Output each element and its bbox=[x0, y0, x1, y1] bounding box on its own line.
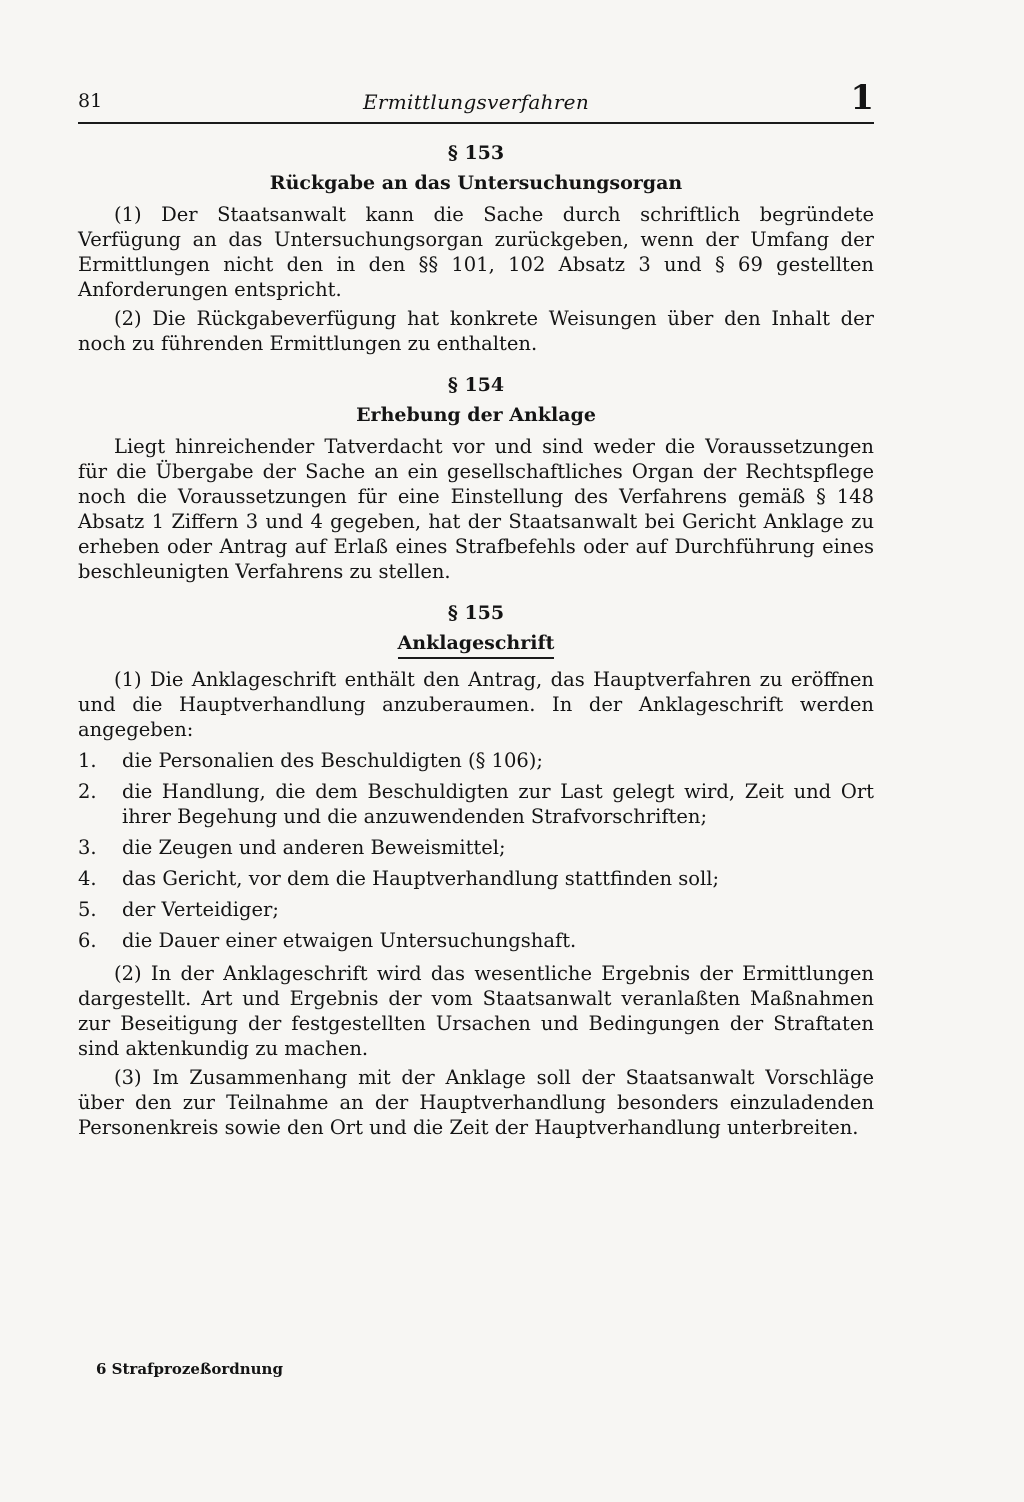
list-item-number: 2. bbox=[78, 780, 97, 803]
running-title: Ermittlungsverfahren bbox=[363, 90, 589, 114]
list-item-number: 5. bbox=[78, 898, 97, 921]
enumerated-list bbox=[78, 748, 874, 953]
list-item bbox=[78, 897, 874, 922]
list-item-text: der Verteidiger; bbox=[122, 898, 279, 921]
section-155 bbox=[78, 602, 874, 1140]
paragraph: (1) Der Staatsanwalt kann die Sache durch schriftlich begründete Verfügung an das Untersuchungsorgan zurückgeben, wenn der Umfang der Ermittlungen nicht den in den §§ 101, 102 Absatz 3 und § 69 gestellten Anforderungen entspricht. bbox=[78, 203, 874, 301]
list-item-number: 6. bbox=[78, 929, 97, 952]
section-number: § 155 bbox=[447, 602, 505, 624]
chapter-number: 1 bbox=[850, 78, 874, 118]
paragraph: (1) Die Anklageschrift enthält den Antrag, das Hauptverfahren zu eröffnen und die Hauptverhandlung anzuberaumen. In der Anklageschrift werden angegeben: bbox=[78, 668, 874, 741]
section-title-text: Anklageschrift bbox=[398, 632, 555, 659]
signature-footer: 6 Strafprozeßordnung bbox=[96, 1360, 283, 1378]
section-title bbox=[78, 632, 874, 659]
list-item-text: die Zeugen und anderen Beweismittel; bbox=[122, 836, 506, 859]
paragraph: (2) Die Rückgabeverfügung hat konkrete Weisungen über den Inhalt der noch zu führenden Ermittlungen zu enthalten. bbox=[78, 307, 874, 355]
list-item-text: die Personalien des Beschuldigten (§ 106); bbox=[122, 749, 543, 772]
list-item-text: das Gericht, vor dem die Hauptverhandlung stattfinden soll; bbox=[122, 867, 720, 890]
section-title-text: Erhebung der Anklage bbox=[356, 404, 596, 426]
list-item-number: 4. bbox=[78, 867, 97, 890]
list-item-number: 3. bbox=[78, 836, 97, 859]
running-header bbox=[78, 78, 874, 124]
paragraph: (2) In der Anklageschrift wird das wesentliche Ergebnis der Ermittlungen dargestellt. Art und Ergebnis der vom Staatsanwalt veranlaßten Maßnahmen zur Beseitigung der festgestellten Ursachen und Bedingungen der Straftaten sind aktenkundig zu machen. bbox=[78, 962, 874, 1060]
list-item-text: die Handlung, die dem Beschuldigten zur Last gelegt wird, Zeit und Ort ihrer Begehung und die anzuwendenden Strafvorschriften; bbox=[122, 780, 874, 828]
section-154 bbox=[78, 374, 874, 584]
section-title bbox=[78, 172, 874, 194]
list-item bbox=[78, 928, 874, 953]
document-page bbox=[78, 78, 874, 1144]
section-153 bbox=[78, 142, 874, 356]
list-item bbox=[78, 835, 874, 860]
section-number: § 153 bbox=[447, 142, 505, 164]
list-item bbox=[78, 748, 874, 773]
list-item-text: die Dauer einer etwaigen Untersuchungshaft. bbox=[122, 929, 577, 952]
list-item bbox=[78, 866, 874, 891]
section-title bbox=[78, 404, 874, 426]
list-item-number: 1. bbox=[78, 749, 97, 772]
list-item bbox=[78, 779, 874, 829]
paragraph: Liegt hinreichender Tatverdacht vor und sind weder die Voraussetzungen für die Übergabe der Sache an ein gesellschaftliches Organ der Rechtspflege noch die Voraussetzungen für eine Einstellung des Verfahrens gemäß § 148 Absatz 1 Ziffern 3 und 4 gegeben, hat der Staatsanwalt bei Gericht Anklage zu erheben oder Antrag auf Erlaß eines Strafbefehls oder auf Durchführung eines beschleunigten Verfahrens zu stellen. bbox=[78, 435, 874, 583]
page-number: 81 bbox=[78, 90, 103, 112]
paragraph: (3) Im Zusammenhang mit der Anklage soll der Staatsanwalt Vorschläge über den zur Teilnahme an der Hauptverhandlung besonders einzuladenden Personenkreis sowie den Ort und die Zeit der Hauptverhandlung unterbreiten. bbox=[78, 1066, 874, 1139]
section-number: § 154 bbox=[447, 374, 505, 396]
section-title-text: Rückgabe an das Untersuchungsorgan bbox=[269, 172, 683, 194]
